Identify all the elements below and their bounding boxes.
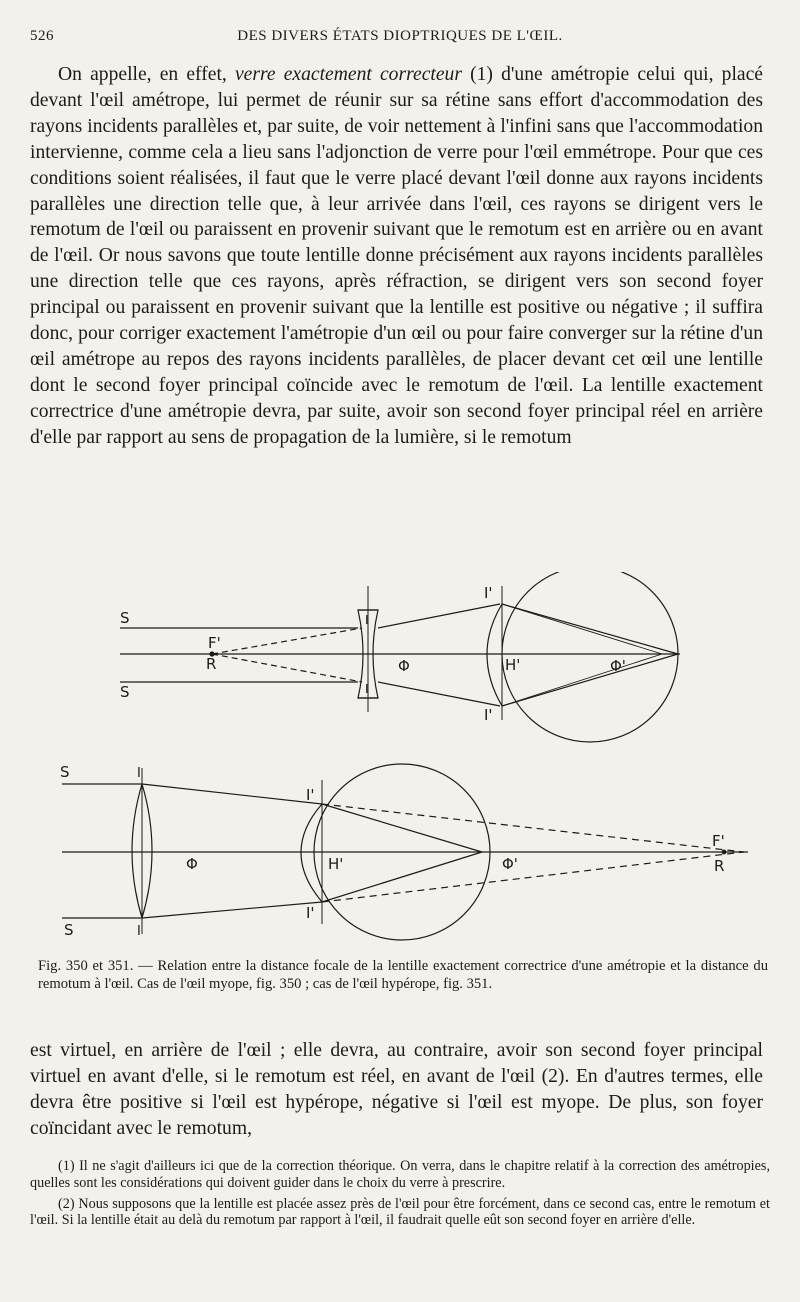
label-eye-top-2: I' [306, 786, 315, 804]
paragraph-1-rest: (1) d'une amétropie celui qui, placé devant l'œil amétrope, lui permet de réunir sur sa rétine sans effort d'accommodation des rayons incidents parallèles et, par suite, de voir nettement à l'infini sans que l'accommodation intervienne, comme cela a lieu sans l'adjonction de verre pour l'œil emmétrope. Pour que ces conditions soient réalisées, il faut que le verre placé devant l'œil donne aux rayons incidents parallèles une direction telle que, à leur arrivée dans l'œil, ces rayons se dirigent vers le remotum de l'œil ou paraissent en provenir suivant que le remotum est en arrière ou en avant de l'œil. Or nous savons que toute lentille donne précisément aux rayons incidents parallèles une direction telle que ces rayons, après réfraction, se dirigent vers son second foyer principal ou paraissent en provenir suivant que la lentille est positive ou négative ; il suffira donc, pour corriger exactement l'amétropie d'un œil ou pour faire converger sur la rétine d'un œil amétrope au repos des rayons incidents parallèles, de placer devant cet œil une lentille dont le second foyer principal coïncide avec le remotum de l'œil. La lentille exactement correctrice d'une amétropie devra, par suite, avoir son second foyer principal réel en arrière d'elle par rapport au sens de propagation de la lumière, si le remotum [30, 64, 763, 448]
paragraph-bottom [30, 1038, 763, 1142]
label-phi: Φ [398, 657, 410, 675]
figure-351 [62, 764, 748, 940]
footnote-1: (1) Il ne s'agit d'ailleurs ici que de la correction théorique. On verra, dans le chapitre relatif à la correction des amétropies, quelles sont les considérations qui doivent guider dans le choix du verre à prescrire. [30, 1158, 770, 1191]
virtual-ray-bottom [212, 654, 362, 682]
label-node-2: H' [328, 855, 344, 873]
label-lens-bottom: I [365, 682, 369, 696]
virtual-ray-bottom-2 [322, 852, 744, 902]
label-phi-2: Φ [186, 855, 198, 873]
refracted-ray-top-2 [142, 784, 322, 804]
label-lens-top-2: I [137, 766, 141, 781]
virtual-ray-top [212, 628, 362, 654]
label-eye-bottom: I' [484, 706, 493, 724]
defined-term: verre exactement correcteur [234, 64, 462, 85]
label-s-bottom: S [120, 683, 130, 701]
caption-lead: Fig. 350 et 351. — [38, 958, 153, 974]
paragraph-top [30, 62, 763, 451]
paragraph-2: est virtuel, en arrière de l'œil ; elle devra, au contraire, avoir son second foyer principal virtuel en avant d'elle, si le remotum est réel, en avant de l'œil (2). En d'autres termes, elle devra être positive si l'œil est hypérope, négative si l'œil est myope. De plus, son foyer coïncidant avec le remotum, [30, 1040, 763, 1139]
label-s-top-2: S [60, 763, 70, 781]
page-header [30, 28, 770, 52]
virtual-ray-top-2 [322, 804, 744, 852]
cornea-2 [301, 804, 322, 902]
optics-figures [0, 572, 800, 957]
label-remotum: R [206, 655, 217, 673]
label-remotum-2: R [714, 857, 725, 875]
caption-text: Relation entre la distance focale de la lentille exactement correctrice d'une amétropie et la distance du remotum à l'œil. Cas de l'œil myope, fig. 350 ; cas de l'œil hypérope, fig. 351. [38, 958, 768, 992]
paragraph-1-start: On appelle, en effet, [58, 64, 235, 85]
label-lens-top: I [365, 613, 369, 627]
refracted-ray-bottom [378, 682, 500, 706]
refracted-ray-bottom-2 [142, 902, 322, 918]
paragraph-1 [30, 62, 763, 451]
label-eye-top: I' [484, 584, 493, 602]
focus-point-2 [722, 850, 726, 854]
label-focus-2: F' [712, 832, 725, 850]
running-title: DES DIVERS ÉTATS DIOPTRIQUES DE L'ŒIL. [237, 28, 563, 44]
label-focus: F' [208, 634, 221, 652]
label-s-bottom-2: S [64, 921, 74, 939]
figure-caption [38, 958, 768, 993]
cornea [487, 604, 502, 706]
footnote-2: (2) Nous supposons que la lentille est placée assez près de l'œil pour être forcément, dans ce second cas, entre le remotum et l'œil. Si la lentille était au delà du remotum par rapport à l'œil, il faudrait quelle eût son second foyer en arrière d'elle. [30, 1195, 770, 1229]
refracted-ray-top [378, 604, 500, 628]
label-lens-bottom-2: I [137, 924, 141, 939]
label-s-top: S [120, 609, 130, 627]
label-eye-bottom-2: I' [306, 904, 315, 922]
footnotes [30, 1158, 770, 1233]
label-phi-prime: Φ' [610, 657, 626, 675]
figure-351-labels [60, 763, 725, 939]
page-number: 526 [30, 28, 54, 44]
label-node: H' [505, 656, 521, 674]
label-phi-prime-2: Φ' [502, 855, 518, 873]
